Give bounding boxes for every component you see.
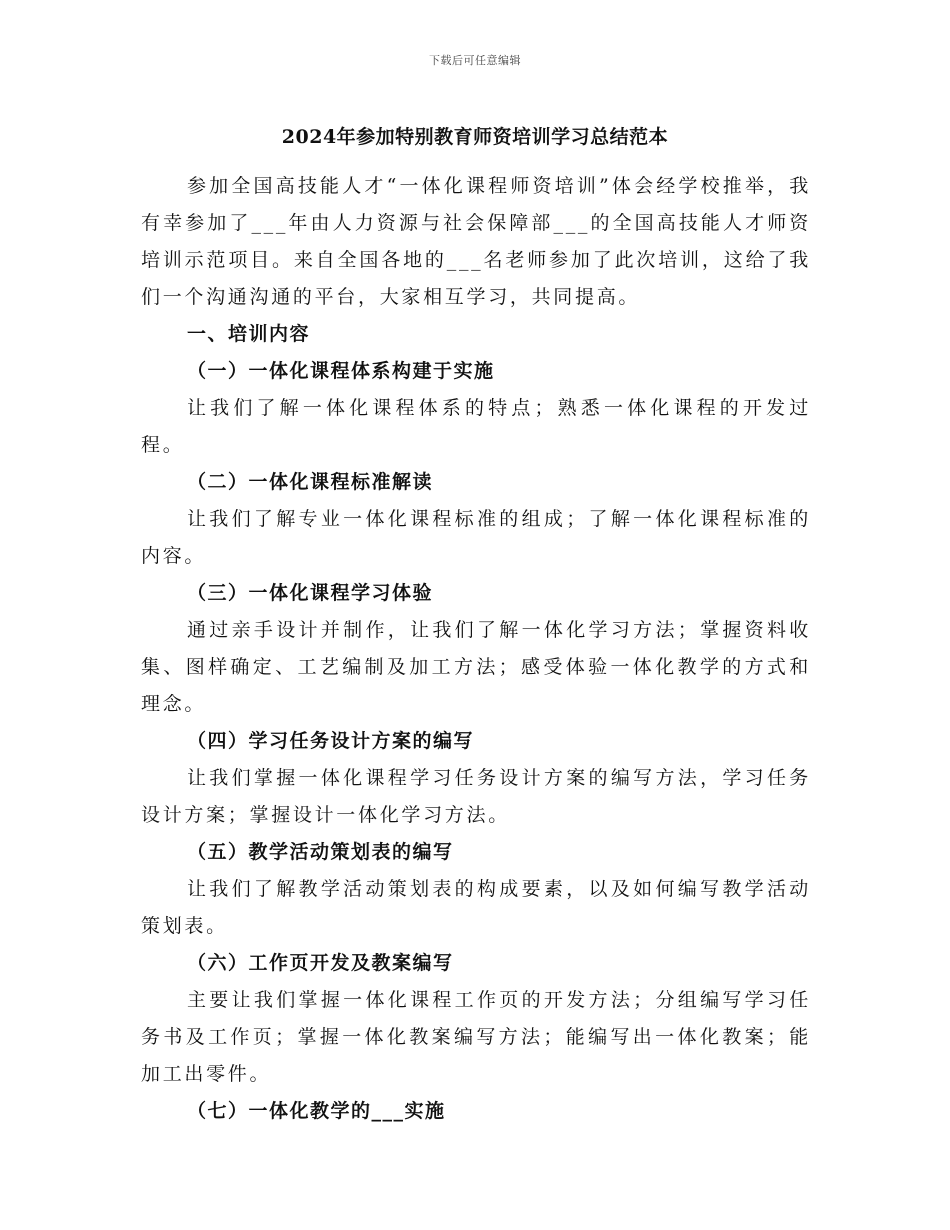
item-body-2: 让我们了解专业一体化课程标准的组成；了解一体化课程标准的内容。 bbox=[141, 508, 811, 567]
page-header: 下载后可任意编辑 bbox=[429, 54, 521, 67]
item-heading-1: （一）一体化课程体系构建于实施 bbox=[187, 360, 495, 382]
item-body-4: 让我们掌握一体化课程学习任务设计方案的编写方法，学习任务设计方案；掌握设计一体化学习方法。 bbox=[141, 767, 811, 826]
item-body-1: 让我们了解一体化课程体系的特点；熟悉一体化课程的开发过程。 bbox=[141, 397, 811, 456]
item-heading-4: （四）学习任务设计方案的编写 bbox=[187, 730, 475, 752]
item-heading-7: （七）一体化教学的___实施 bbox=[187, 1100, 446, 1122]
intro-paragraph: 参加全国高技能人才“一体化课程师资培训”体会经学校推举，我有幸参加了___年由人力资源与社会保障部___的全国高技能人才师资培训示范项目。来自全国各地的___名老师参加了此次培训，这给了我们一个沟通沟通的平台，大家相互学习，共同提高。 bbox=[141, 175, 811, 308]
item-heading-3: （三）一体化课程学习体验 bbox=[187, 582, 434, 604]
item-heading-6: （六）工作页开发及教案编写 bbox=[187, 952, 454, 974]
item-body-5: 让我们了解教学活动策划表的构成要素，以及如何编写教学活动策划表。 bbox=[141, 878, 811, 937]
item-body-3: 通过亲手设计并制作，让我们了解一体化学习方法；掌握资料收集、图样确定、工艺编制及加工方法；感受体验一体化教学的方式和理念。 bbox=[141, 619, 811, 715]
item-heading-2: （二）一体化课程标准解读 bbox=[187, 471, 434, 493]
item-heading-5: （五）教学活动策划表的编写 bbox=[187, 841, 454, 863]
item-body-6: 主要让我们掌握一体化课程工作页的开发方法；分组编写学习任务书及工作页；掌握一体化教案编写方法；能编写出一体化教案；能加工出零件。 bbox=[141, 989, 811, 1085]
document-body bbox=[141, 168, 811, 1130]
document-title: 2024年参加特别教育师资培训学习总结范本 bbox=[281, 126, 669, 148]
section-heading-training-content: 一、培训内容 bbox=[187, 323, 311, 345]
